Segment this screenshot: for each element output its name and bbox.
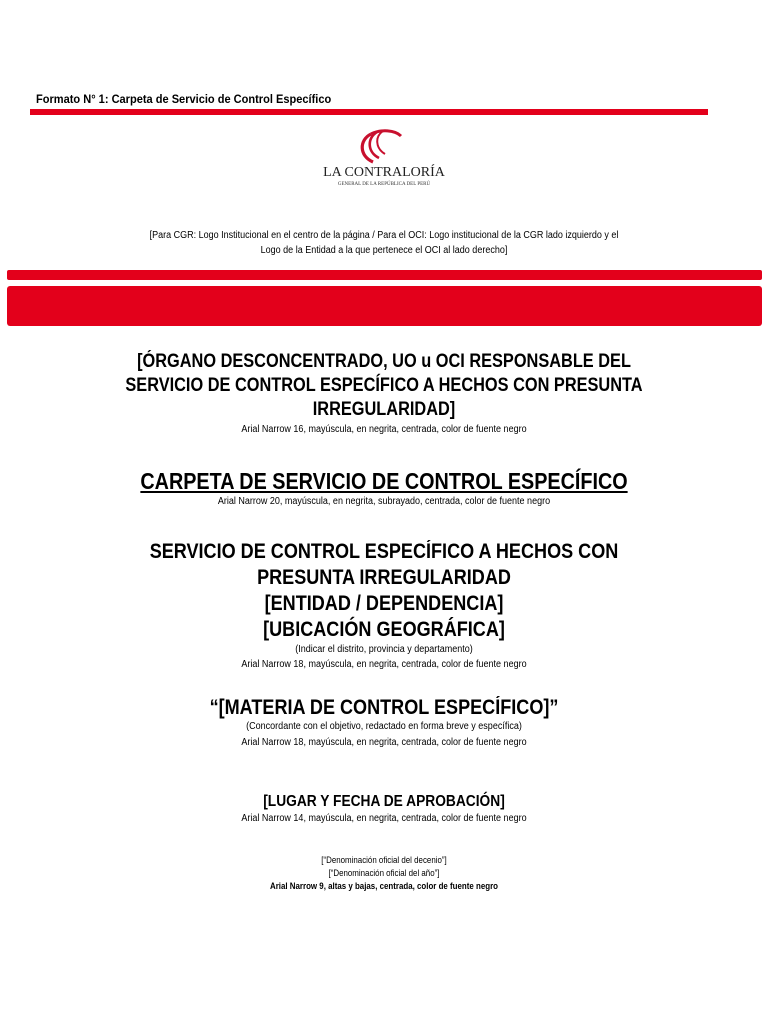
contraloria-logo [0, 126, 768, 190]
heading-line: [ÓRGANO DESCONCENTRADO, UO u OCI RESPONSABLE DEL [137, 351, 631, 372]
heading-line: [UBICACIÓN GEOGRÁFICA] [263, 618, 505, 641]
red-banner [7, 286, 762, 326]
heading-line: PRESUNTA IRREGULARIDAD [257, 566, 511, 589]
page-header-title: Formato N° 1: Carpeta de Servicio de Control Específico [36, 92, 332, 106]
materia-heading: “[MATERIA DE CONTROL ESPECÍFICO]” [209, 696, 559, 719]
instruction-note: (Concordante con el objetivo, redactado en forma breve y específica) [246, 721, 522, 732]
heading-line: [ENTIDAD / DEPENDENCIA] [264, 592, 504, 615]
lugar-fecha-heading: [LUGAR Y FECHA DE APROBACIÓN] [263, 793, 505, 810]
format-note: Arial Narrow 9, altas y bajas, centrada, color de fuente negro [269, 881, 499, 891]
format-note: Arial Narrow 16, mayúscula, en negrita, centrada, color de fuente negro [241, 424, 527, 435]
heading-line: SERVICIO DE CONTROL ESPECÍFICO A HECHOS CON [149, 540, 619, 563]
heading-line: IRREGULARIDAD] [312, 399, 456, 420]
logo-name: LA CONTRALORÍA [323, 165, 445, 180]
heading-line: SERVICIO DE CONTROL ESPECÍFICO A HECHOS CON PRESUNTA [125, 375, 643, 396]
format-note: Arial Narrow 18, mayúscula, en negrita, centrada, color de fuente negro [241, 737, 527, 748]
instruction-line: Logo de la Entidad a la que pertenece el OCI al lado derecho] [260, 245, 508, 256]
instruction-line: [Para CGR: Logo Institucional en el centro de la página / Para el OCI: Logo institucional de la CGR lado izquierdo y el [149, 230, 619, 241]
denominacion-decenio: [“Denominación oficial del decenio”] [321, 855, 447, 865]
contraloria-swoosh-icon [309, 126, 459, 190]
servicio-heading [54, 539, 714, 643]
organo-heading [54, 350, 714, 422]
header-red-rule [30, 109, 708, 115]
format-note: Arial Narrow 14, mayúscula, en negrita, centrada, color de fuente negro [241, 813, 527, 824]
red-divider-thin [7, 270, 762, 280]
format-note: Arial Narrow 20, mayúscula, en negrita, subrayado, centrada, color de fuente negro [217, 496, 551, 507]
logo-placement-instruction [38, 228, 729, 258]
instruction-note: (Indicar el distrito, provincia y departamento) [295, 644, 473, 655]
format-note: Arial Narrow 18, mayúscula, en negrita, centrada, color de fuente negro [241, 659, 527, 670]
carpeta-title: CARPETA DE SERVICIO DE CONTROL ESPECÍFICO [140, 468, 628, 494]
logo-subtitle: GENERAL DE LA REPÚBLICA DEL PERÚ [337, 182, 431, 187]
denominacion-anio: [“Denominación oficial del año”] [328, 868, 440, 878]
